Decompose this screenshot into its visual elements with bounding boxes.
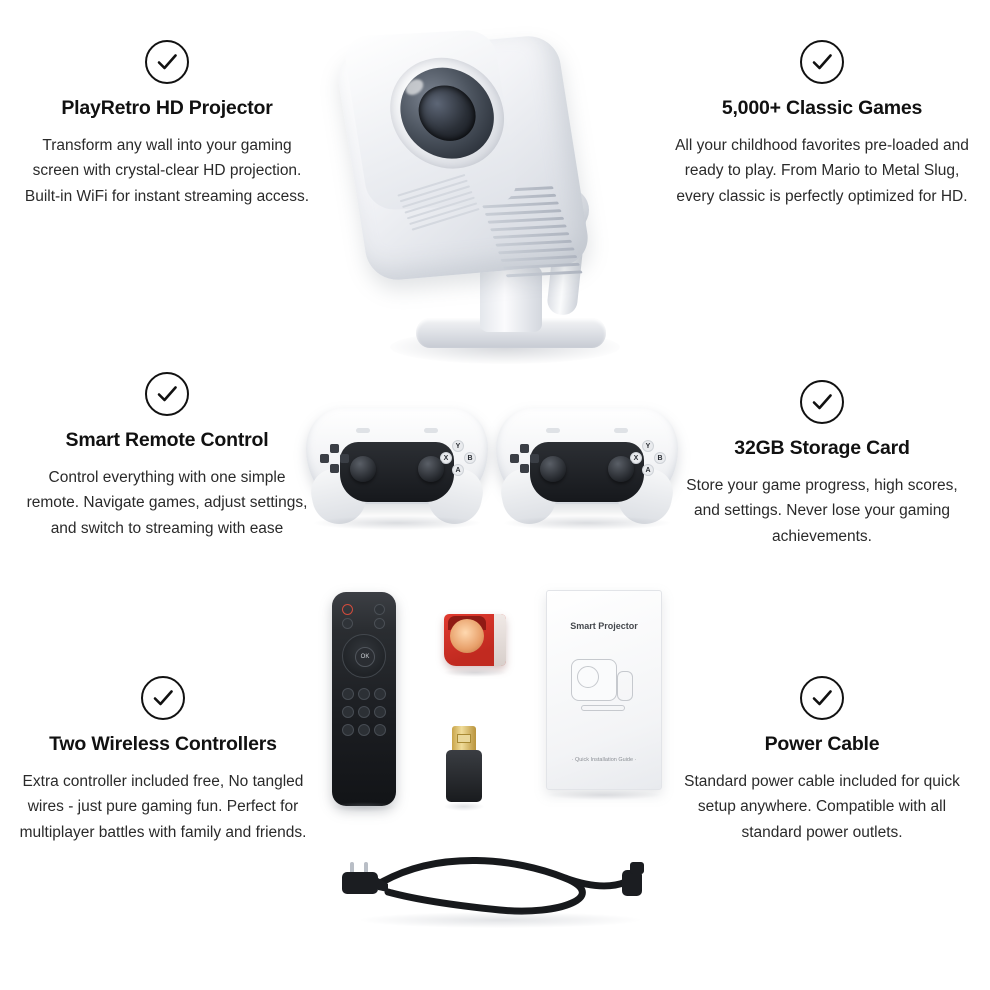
- projector-lens-mid: [389, 60, 506, 167]
- manual-shadow: [548, 790, 660, 800]
- sd-card-shadow: [444, 668, 506, 677]
- manual-illustration: [565, 653, 645, 725]
- feature-body: Store your game progress, high scores, and settings. Never lose your gaming achievements.: [686, 477, 958, 545]
- check-wrap: [22, 372, 312, 416]
- power-icon: [342, 604, 353, 615]
- check-circle-icon: [141, 676, 185, 720]
- usb-housing: [446, 750, 482, 802]
- select-button: [356, 428, 370, 433]
- remote-row-3: [342, 724, 386, 736]
- controller-right: [496, 408, 678, 526]
- usb-connector: [452, 726, 476, 752]
- feature-title: Two Wireless Controllers: [49, 733, 277, 755]
- button-b: B: [464, 452, 476, 464]
- remote-key-top-right: [374, 604, 385, 615]
- check-circle-icon: [145, 40, 189, 84]
- analog-stick-right: [608, 456, 634, 482]
- cable-shadow: [360, 912, 640, 928]
- accessories-photo-group: [318, 578, 678, 818]
- 32gb-storage-card-photo: [444, 614, 506, 666]
- feature-body: Control everything with one simple remote. Navigate games, adjust settings, and switch to streaming with ease: [26, 469, 308, 537]
- two-wireless-controllers-photo: [300, 400, 700, 550]
- remote-row-2: [342, 706, 386, 718]
- feature-title: Smart Remote Control: [65, 429, 269, 451]
- check-wrap: [22, 40, 312, 84]
- sd-card-contacts: [494, 614, 506, 666]
- usb-wireless-dongle-photo: [446, 726, 482, 802]
- hd-projector-photo: [330, 18, 670, 368]
- button-y: Y: [452, 440, 464, 452]
- check-wrap: [13, 676, 313, 720]
- controller-shadow: [504, 516, 670, 530]
- feature-power: [672, 676, 972, 845]
- button-y: Y: [642, 440, 654, 452]
- remote-key-top-right-2: [374, 618, 385, 629]
- select-button: [546, 428, 560, 433]
- feature-title: 5,000+ Classic Games: [721, 97, 923, 119]
- usb-shadow: [444, 802, 484, 811]
- button-a: A: [642, 464, 654, 476]
- manual-photo: [546, 590, 662, 790]
- manual-subtitle: · Quick Installation Guide ·: [571, 757, 637, 763]
- remote-row-1: [342, 688, 386, 700]
- remote-ok-button: OK: [355, 647, 375, 667]
- dpad-icon: [320, 444, 350, 474]
- feature-title: PlayRetro HD Projector: [61, 97, 273, 119]
- check-circle-icon: [800, 40, 844, 84]
- analog-stick-left: [350, 456, 376, 482]
- check-wrap: [672, 676, 972, 720]
- manual-projector-stand: [581, 705, 625, 711]
- remote-key-top-left-2: [342, 618, 353, 629]
- check-wrap: [672, 380, 972, 424]
- manual-projector-arm: [617, 671, 633, 701]
- button-x: X: [440, 452, 452, 464]
- check-circle-icon: [800, 380, 844, 424]
- feature-remote: [22, 372, 312, 541]
- button-b: B: [654, 452, 666, 464]
- remote-dpad-ring: [342, 634, 386, 678]
- check-circle-icon: [145, 372, 189, 416]
- manual-title: Smart Projector: [570, 621, 638, 631]
- check-wrap: [672, 40, 972, 84]
- manual-projector-lens: [577, 666, 599, 688]
- feature-projector: [22, 40, 312, 209]
- projector-lens-ring: [376, 48, 518, 178]
- sd-card-artwork: [450, 619, 484, 653]
- analog-stick-right: [418, 456, 444, 482]
- feature-body: Transform any wall into your gaming screen with crystal-clear HD projection. Built-in WiFi for instant streaming access.: [24, 137, 310, 205]
- abxy-buttons: [630, 440, 666, 476]
- projector-front-face: [342, 29, 520, 211]
- check-circle-icon: [800, 676, 844, 720]
- feature-body: Standard power cable included for quick setup anywhere. Compatible with all standard power outlets.: [684, 773, 960, 841]
- feature-games: [672, 40, 972, 209]
- remote-shadow: [332, 802, 396, 812]
- abxy-buttons: [440, 440, 476, 476]
- analog-stick-left: [540, 456, 566, 482]
- projector-lens-glass: [412, 81, 483, 146]
- feature-controllers: [13, 676, 313, 845]
- feature-title: Power Cable: [764, 733, 880, 755]
- start-button: [424, 428, 438, 433]
- button-x: X: [630, 452, 642, 464]
- button-a: A: [452, 464, 464, 476]
- controller-shadow: [314, 516, 480, 530]
- feature-storage: [672, 380, 972, 549]
- feature-body: All your childhood favorites pre-loaded and ready to play. From Mario to Metal Slug, every classic is perfectly optimized for HD.: [675, 137, 969, 205]
- start-button: [614, 428, 628, 433]
- feature-title: 32GB Storage Card: [734, 437, 910, 459]
- power-cable-photo: [330, 840, 670, 940]
- dpad-icon: [510, 444, 540, 474]
- controller-left: [306, 408, 488, 526]
- smart-remote-photo: [332, 592, 396, 806]
- feature-body: Extra controller included free, No tangled wires - just pure gaming fun. Perfect for multiplayer battles with family and friends.: [19, 773, 307, 841]
